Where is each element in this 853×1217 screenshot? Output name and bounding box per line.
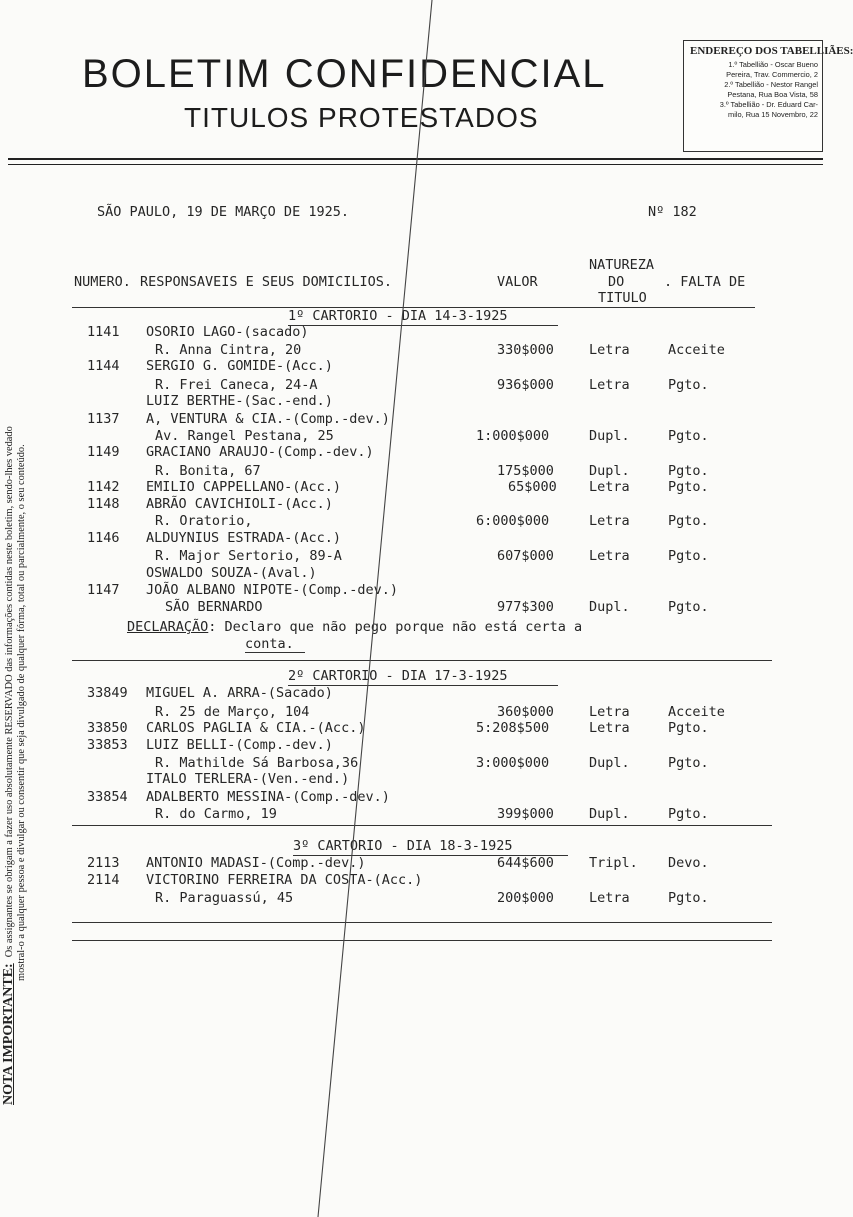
row-numero: 1146 (87, 530, 120, 546)
row-responsavel: ADALBERTO MESSINA-(Comp.-dev.) (146, 789, 390, 805)
declaracao-text: : Declaro que não pego porque não está certa a (208, 619, 583, 635)
row-responsavel: OSWALDO SOUZA-(Aval.) (146, 565, 317, 581)
side-note-line-1 (3, 105, 16, 1105)
side-note (3, 105, 28, 1105)
row-responsavel: ITALO TERLERA-(Ven.-end.) (146, 771, 350, 787)
row-valor: 399$000 (497, 806, 554, 822)
col-numero: NUMERO. (74, 274, 131, 290)
section-heading: 3º CARTORIO - DIA 18-3-1925 (293, 838, 513, 854)
row-natureza: Letra (589, 342, 630, 358)
col-natureza-titulo: TITULO (598, 290, 647, 306)
row-natureza: Letra (589, 704, 630, 720)
tabelliaes-line: milo, Rua 15 Novembro, 22 (728, 110, 818, 119)
row-numero: 1147 (87, 582, 120, 598)
row-valor: 5:208$500 (476, 720, 550, 736)
row-falta: Pgto. (668, 720, 709, 736)
side-note-line-2: mostral-o a qualquer pessoa e divulgar ou consentir que seja divulgado de qualquer fórma, total ou parcialmente, o seu conteúdo. (16, 444, 27, 981)
row-domicilio: R. do Carmo, 19 (155, 806, 277, 822)
bulletin-number: Nº 182 (648, 204, 697, 220)
row-numero: 1148 (87, 496, 120, 512)
row-responsavel: VICTORINO FERREIRA DA COSTA-(Acc.) (146, 872, 423, 888)
row-natureza: Letra (589, 720, 630, 736)
row-falta: Pgto. (668, 428, 709, 444)
row-numero: 33850 (87, 720, 128, 736)
row-natureza: Letra (589, 548, 630, 564)
row-numero: 1142 (87, 479, 120, 495)
row-numero: 33849 (87, 685, 128, 701)
row-valor: 360$000 (497, 704, 554, 720)
row-natureza: Letra (589, 377, 630, 393)
row-responsavel: ALDUYNIUS ESTRADA-(Acc.) (146, 530, 342, 546)
row-valor: 6:000$000 (476, 513, 550, 529)
row-domicilio: R. Frei Caneca, 24-A (155, 377, 318, 393)
row-falta: Pgto. (668, 548, 709, 564)
bulletin-title: BOLETIM CONFIDENCIAL (82, 52, 607, 96)
row-valor: 65$000 (508, 479, 557, 495)
row-falta: Pgto. (668, 377, 709, 393)
row-numero: 33854 (87, 789, 128, 805)
row-falta: Acceite (668, 704, 725, 720)
row-domicilio: R. Paraguassú, 45 (155, 890, 294, 906)
declaracao-label: DECLARAÇÃO (127, 619, 209, 635)
row-natureza: Dupl. (589, 599, 630, 615)
row-numero: 2113 (87, 855, 120, 871)
col-natureza: NATUREZA (589, 257, 655, 273)
row-valor: 607$000 (497, 548, 554, 564)
side-note-text-1: Os assignantes se obrigam a fazer uso absolutamente RESERVADO das informações contidas neste boletim, sendo-lhes vedado (4, 426, 15, 958)
row-numero: 1137 (87, 411, 120, 427)
place-date: SÃO PAULO, 19 DE MARÇO DE 1925. (97, 204, 349, 220)
row-responsavel: EMILIO CAPPELLANO-(Acc.) (146, 479, 342, 495)
row-numero: 1144 (87, 358, 120, 374)
row-responsavel: A, VENTURA & CIA.-(Comp.-dev.) (146, 411, 390, 427)
col-falta: . FALTA DE (664, 274, 746, 290)
row-natureza: Letra (589, 479, 630, 495)
row-responsavel: LUIZ BELLI-(Comp.-dev.) (146, 737, 333, 753)
row-responsavel: GRACIANO ARAUJO-(Comp.-dev.) (146, 444, 374, 460)
row-valor: 644$600 (497, 855, 554, 871)
row-responsavel: ANTONIO MADASI-(Comp.-dev.) (146, 855, 366, 871)
row-responsavel: OSORIO LAGO-(sacado) (146, 324, 309, 340)
tabelliaes-line: Pestana, Rua Boa Vista, 58 (727, 90, 818, 99)
bulletin-subtitle: TITULOS PROTESTADOS (184, 102, 539, 133)
row-valor: 330$000 (497, 342, 554, 358)
row-domicilio: R. 25 de Março, 104 (155, 704, 310, 720)
row-natureza: Dupl. (589, 755, 630, 771)
tabelliaes-line: 3.º Tabellião - Dr. Eduard Car- (719, 100, 818, 109)
row-falta: Pgto. (668, 479, 709, 495)
row-falta: Pgto. (668, 890, 709, 906)
row-falta: Pgto. (668, 513, 709, 529)
row-natureza: Letra (589, 513, 630, 529)
row-falta: Pgto. (668, 755, 709, 771)
row-falta: Devo. (668, 855, 709, 871)
side-note-label: NOTA IMPORTANTE: (1, 963, 16, 1105)
row-valor: 200$000 (497, 890, 554, 906)
declaracao-continuation: conta. (245, 636, 294, 652)
row-falta: Pgto. (668, 463, 709, 479)
row-domicilio: R. Major Sertorio, 89-A (155, 548, 342, 564)
row-domicilio: SÃO BERNARDO (165, 599, 263, 615)
row-responsavel: MIGUEL A. ARRA-(Sacado) (146, 685, 333, 701)
row-responsavel: CARLOS PAGLIA & CIA.-(Acc.) (146, 720, 366, 736)
row-falta: Acceite (668, 342, 725, 358)
row-responsavel: ABRÃO CAVICHIOLI-(Acc.) (146, 496, 333, 512)
tabelliaes-line: Pereira, Trav. Commercio, 2 (726, 70, 818, 79)
row-numero: 1149 (87, 444, 120, 460)
row-natureza: Dupl. (589, 463, 630, 479)
section-heading: 2º CARTORIO - DIA 17-3-1925 (288, 668, 508, 684)
row-natureza: Dupl. (589, 428, 630, 444)
col-valor: VALOR (497, 274, 538, 290)
col-natureza-do: DO (608, 274, 625, 290)
row-numero: 2114 (87, 872, 120, 888)
row-responsavel: SERGIO G. GOMIDE-(Acc.) (146, 358, 333, 374)
row-numero: 1141 (87, 324, 120, 340)
row-numero: 33853 (87, 737, 128, 753)
row-domicilio: Av. Rangel Pestana, 25 (155, 428, 334, 444)
row-natureza: Letra (589, 890, 630, 906)
row-valor: 1:000$000 (476, 428, 550, 444)
row-natureza: Tripl. (589, 855, 638, 871)
col-responsaveis: RESPONSAVEIS E SEUS DOMICILIOS. (140, 274, 392, 290)
row-domicilio: R. Anna Cintra, 20 (155, 342, 302, 358)
row-falta: Pgto. (668, 806, 709, 822)
row-natureza: Dupl. (589, 806, 630, 822)
tabelliaes-title: ENDEREÇO DOS TABELLIÃES: (690, 45, 853, 57)
row-domicilio: R. Oratorio, (155, 513, 253, 529)
row-valor: 175$000 (497, 463, 554, 479)
section-heading: 1º CARTORIO - DIA 14-3-1925 (288, 308, 508, 324)
row-valor: 936$000 (497, 377, 554, 393)
row-responsavel: JOÃO ALBANO NIPOTE-(Comp.-dev.) (146, 582, 398, 598)
row-domicilio: R. Mathilde Sá Barbosa,36 (155, 755, 359, 771)
pencil-line (318, 0, 432, 1217)
tabelliaes-line: 2.º Tabellião - Nestor Rangel (724, 80, 818, 89)
tabelliaes-line: 1.º Tabellião - Oscar Bueno (728, 60, 818, 69)
row-falta: Pgto. (668, 599, 709, 615)
row-domicilio: R. Bonita, 67 (155, 463, 261, 479)
row-valor: 977$300 (497, 599, 554, 615)
row-valor: 3:000$000 (476, 755, 550, 771)
row-responsavel: LUIZ BERTHE-(Sac.-end.) (146, 393, 333, 409)
